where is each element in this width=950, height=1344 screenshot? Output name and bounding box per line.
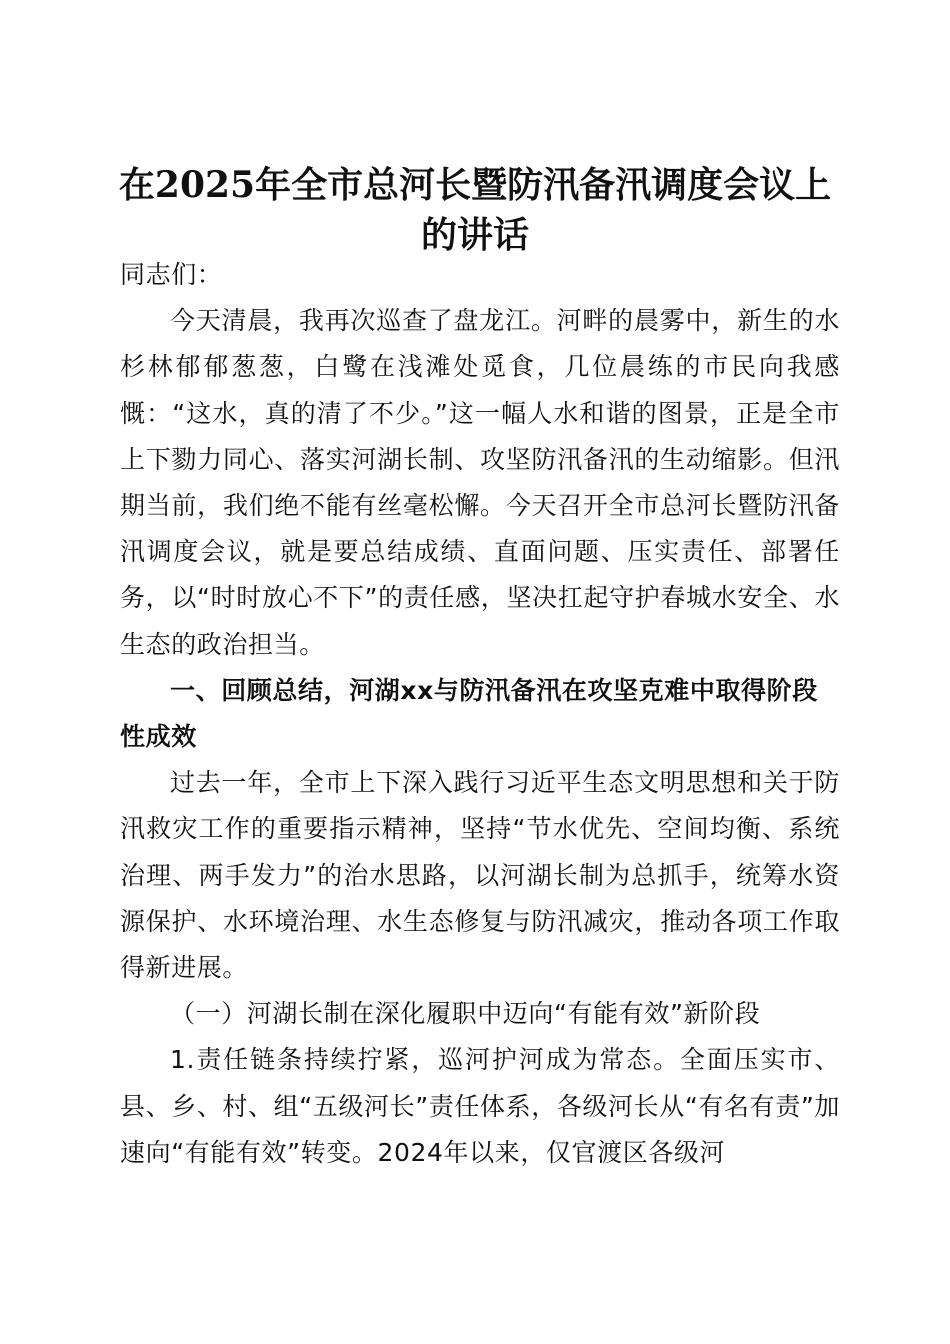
section-heading-1: 一、回顾总结，河湖xx与防汛备汛在攻坚克难中取得阶段性成效 bbox=[120, 675, 818, 752]
document-title-line-2: 的讲话 bbox=[420, 214, 529, 257]
paragraph-responsibility: 1.责任链条持续拧紧，巡河护河成为常态。全面压实市、县、乡、村、组“五级河长”责任体系，各级河长从“有名有责”加速向“有能有效”转变。2024年以来，仅官渡区各级河 bbox=[120, 1045, 840, 1167]
document-title bbox=[80, 160, 870, 260]
paragraph-opening: 今天清晨，我再次巡查了盘龙江。河畔的晨雾中，新生的水杉林郁郁葱葱，白鹭在浅滩处觅食，几位晨练的市民向我感慨：“这水，真的清了不少。”这一幅人水和谐的图景，正是全市上下勠力同心、落实河湖长制、攻坚防汛备汛的生动缩影。但汛期当前，我们绝不能有丝毫松懈。今天召开全市总河长暨防汛备汛调度会议，就是要总结成绩、直面问题、压实责任、部署任务，以“时时放心不下”的责任感，坚决扛起守护春城水安全、水生态的政治担当。 bbox=[120, 306, 840, 659]
paragraph-review: 过去一年，全市上下深入践行习近平生态文明思想和关于防汛救灾工作的重要指示精神，坚持“节水优先、空间均衡、系统治理、两手发力”的治水思路，以河湖长制为总抓手，统筹水资源保护、水环境治理、水生态修复与防汛减灾，推动各项工作取得新进展。 bbox=[120, 768, 840, 983]
salutation: 同志们： bbox=[120, 260, 223, 289]
document-title-line-1: 在2025年全市总河长暨防汛备汛调度会议上 bbox=[118, 164, 832, 207]
subsection-heading-1: （一）河湖长制在深化履职中迈向“有能有效”新阶段 bbox=[170, 999, 761, 1029]
document-body bbox=[120, 252, 840, 1176]
